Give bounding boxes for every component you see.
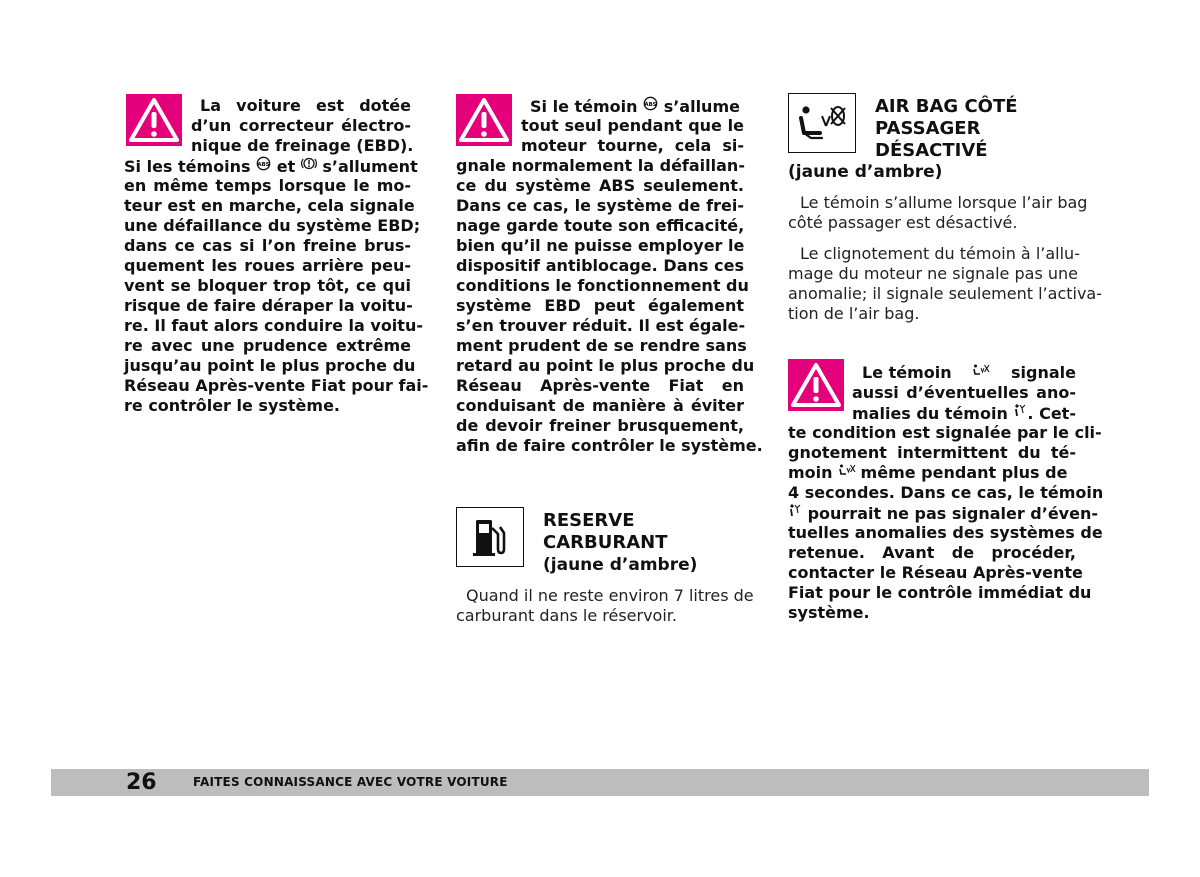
warning-text-line-icons [862, 363, 1076, 385]
airbag-paragraph-line: Le témoin s’allume lorsque l’air bag [800, 193, 1088, 212]
warning-text-line: moteur tourne, cela si- [521, 136, 744, 155]
fuel-pump-icon [456, 507, 524, 567]
warning-text-line: une défaillance du système EBD; [124, 216, 421, 235]
warning-text-line: aussi d’éventuelles ano- [852, 383, 1076, 402]
warning-text-line: retard au point le plus proche du [456, 356, 755, 375]
warning-text-line: s’en trouver réduit. Il est égale- [456, 316, 746, 335]
warning-text-line: nique de freinage (EBD). [191, 136, 414, 155]
warning-triangle-icon [126, 94, 182, 146]
warning-text-line: gnotement intermittent du té- [788, 443, 1076, 462]
warning-text-line: te condition est signalée par le cli- [788, 423, 1102, 442]
warning-text-line: re avec une prudence extrême [124, 336, 411, 355]
airbag-title-line: AIR BAG CÔTÉ [875, 96, 1018, 117]
warning-text-line: gnale normalement la défaillan- [456, 156, 745, 175]
airbag-title-line: PASSAGER [875, 118, 981, 139]
warning-text-line: re contrôler le système. [124, 396, 340, 415]
warning-text-line: quement les roues arrière peu- [124, 256, 411, 275]
brake-warning-icon [301, 156, 317, 178]
warning-text-fragment: signale [1011, 363, 1076, 382]
warning-text-fragment: s’allument [322, 157, 418, 176]
warning-text-line: ment prudent de se rendre sans [456, 336, 747, 355]
warning-text-line: tout seul pendant que le [521, 116, 744, 135]
airbag-icon [788, 503, 802, 525]
warning-text-line: de devoir freiner brusquement, [456, 416, 744, 435]
warning-text-line: teur est en marche, cela signale [124, 196, 415, 215]
warning-text-line: 4 secondes. Dans ce cas, le témoin [788, 483, 1104, 502]
svg-text:ABS: ABS [257, 162, 270, 168]
warning-text-line: vent se bloquer trop tôt, ce qui [124, 276, 411, 295]
warning-text-line: tuelles anomalies des systèmes de [788, 523, 1103, 542]
airbag-paragraph-line: côté passager est désactivé. [788, 213, 1018, 232]
warning-text-line: système EBD peut également [456, 296, 744, 315]
warning-text-fragment: Si les témoins [124, 157, 251, 176]
airbag-icon [1013, 403, 1027, 425]
warning-text-line: d’un correcteur électro- [191, 116, 411, 135]
page-footer [51, 769, 1149, 796]
svg-text:ABS: ABS [644, 102, 657, 108]
warning-text-line: conditions le fonctionnement du [456, 276, 749, 295]
airbag-subtitle: (jaune d’ambre) [788, 162, 943, 182]
abs-icon [256, 156, 271, 178]
warning-text-line-icons [852, 403, 1076, 425]
warning-text-line: Réseau Après-vente Fiat pour fai- [124, 376, 429, 395]
airbag-title-line: DÉSACTIVÉ [875, 140, 988, 161]
warning-text-line: en même temps lorsque le mo- [124, 176, 411, 195]
section-title: FAITES CONNAISSANCE AVEC VOTRE VOITURE [193, 775, 508, 789]
page-number: 26 [126, 770, 157, 795]
warning-text-fragment: malies du témoin [852, 404, 1008, 423]
warning-text-line-icons [788, 463, 1076, 485]
warning-text-line: risque de faire déraper la voitu- [124, 296, 413, 315]
warning-text-line: conduisant de manière à éviter [456, 396, 744, 415]
warning-text-line: ce du système ABS seulement. [456, 176, 744, 195]
warning-text-line: Fiat pour le contrôle immédiat du [788, 583, 1092, 602]
warning-text-fragment: s’allume [663, 97, 740, 116]
warning-text-line: nage garde toute son efficacité, [456, 216, 745, 235]
warning-text-line: re. Il faut alors conduire la voitu- [124, 316, 423, 335]
warning-text-fragment: . Cet- [1027, 404, 1076, 423]
warning-text-line: dispositif antiblocage. Dans ces [456, 256, 744, 275]
warning-text-fragment: moin [788, 463, 833, 482]
airbag-paragraph-line: anomalie; il signale seulement l’activa- [788, 284, 1103, 303]
warning-text-fragment: pourrait ne pas signaler d’éven- [807, 504, 1098, 523]
warning-text-line: retenue. Avant de procéder, [788, 543, 1076, 562]
warning-text-line: système. [788, 603, 870, 622]
abs-icon [643, 96, 658, 118]
passenger-airbag-off-icon [972, 363, 990, 385]
reserve-title-line: CARBURANT [543, 532, 668, 553]
airbag-paragraph-line: mage du moteur ne signale pas une [788, 264, 1078, 283]
warning-triangle-icon [456, 94, 512, 146]
airbag-paragraph-line: tion de l’air bag. [788, 304, 920, 323]
warning-text-line: dans ce cas si l’on freine brus- [124, 236, 411, 255]
warning-text-fragment: Si le témoin [530, 97, 638, 116]
reserve-text-line: Quand il ne reste environ 7 litres de [466, 586, 754, 605]
warning-text-line-icons [788, 503, 1098, 525]
warning-text-fragment: Le témoin [862, 363, 952, 382]
warning-text-line: jusqu’au point le plus proche du [124, 356, 416, 375]
reserve-subtitle: (jaune d’ambre) [543, 555, 698, 575]
warning-text-line: afin de faire contrôler le système. [456, 436, 763, 455]
warning-text-line-icons [530, 96, 744, 118]
warning-text-line: Dans ce cas, le système de frei- [456, 196, 744, 215]
warning-text-line: bien qu’il ne puisse employer le [456, 236, 745, 255]
passenger-airbag-off-icon [838, 463, 856, 485]
warning-text-line: contacter le Réseau Après-vente [788, 563, 1083, 582]
warning-text-line-icons [124, 156, 418, 178]
warning-text-line: Réseau Après-vente Fiat en [456, 376, 744, 395]
warning-text-fragment: et [276, 157, 296, 176]
warning-triangle-icon [788, 359, 844, 411]
reserve-title-line: RESERVE [543, 510, 635, 531]
reserve-text-line: carburant dans le réservoir. [456, 606, 677, 625]
passenger-airbag-off-icon [788, 93, 856, 153]
warning-text-line: La voiture est dotée [200, 96, 411, 115]
airbag-paragraph-line: Le clignotement du témoin à l’allu- [800, 244, 1080, 263]
warning-text-fragment: même pendant plus de [860, 463, 1068, 482]
